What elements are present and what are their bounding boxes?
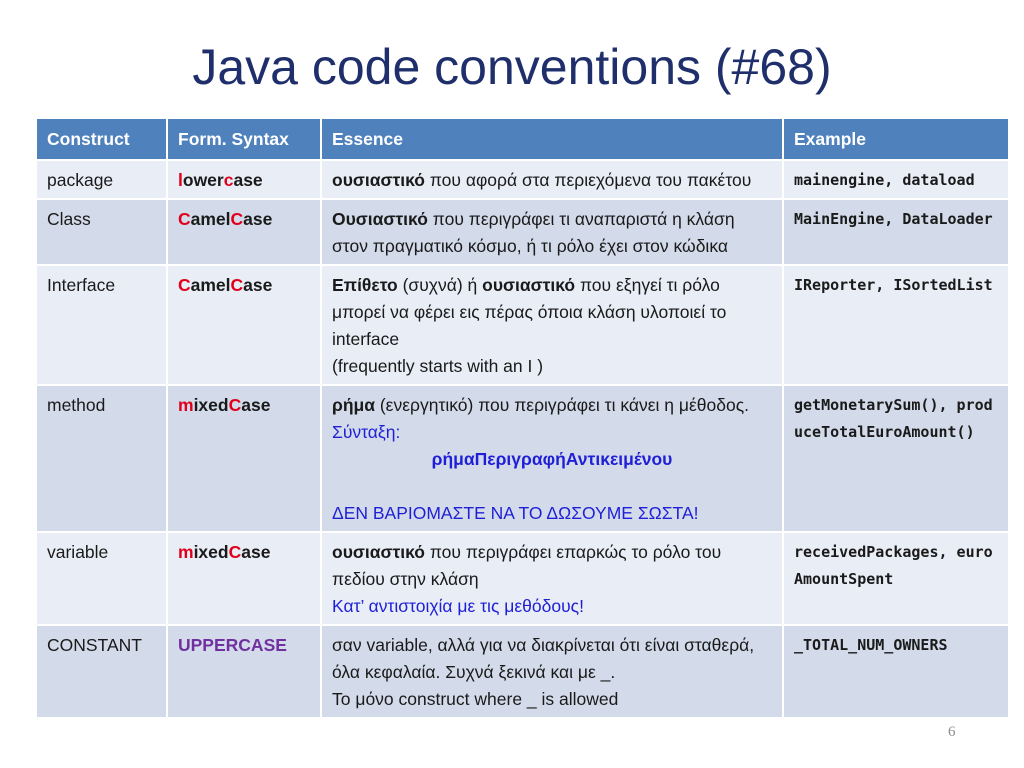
- syntax-segment: ase: [243, 209, 273, 229]
- syntax-segment: C: [228, 542, 242, 562]
- syntax-segment: l: [178, 170, 183, 190]
- table-row: [37, 532, 1009, 625]
- syntax-segment: ase: [243, 275, 273, 295]
- syntax-cell: [167, 199, 321, 265]
- essence-segment: Σύνταξη:: [332, 422, 401, 442]
- header-syntax: Form. Syntax: [167, 119, 321, 160]
- table-row: [37, 265, 1009, 385]
- syntax-segment: ixed: [193, 542, 229, 562]
- essence-segment: ουσιαστικό: [332, 542, 425, 562]
- essence-segment: σαν variable, αλλά για να διακρίνεται ότι είναι σταθερά, όλα κεφαλαία. Συχνά ξεκινά και με _.: [332, 635, 755, 682]
- essence-cell: [321, 625, 783, 718]
- syntax-segment: m: [178, 542, 194, 562]
- syntax-cell: [167, 265, 321, 385]
- syntax-segment: ixed: [193, 395, 229, 415]
- essence-segment: Επίθετο: [332, 275, 398, 295]
- essence-segment: (ενεργητικό) που περιγράφει τι κάνει η μέθοδος.: [374, 395, 749, 415]
- syntax-cell: [167, 625, 321, 718]
- table-body: [37, 160, 1009, 718]
- header-example: Example: [783, 119, 1009, 160]
- construct-cell: package: [37, 160, 167, 199]
- essence-cell: [321, 199, 783, 265]
- example-cell: getMonetarySum(), produceTotalEuroAmount(): [783, 385, 1009, 532]
- construct-cell: Interface: [37, 265, 167, 385]
- essence-segment: που εξηγεί τι ρόλο μπορεί να φέρει εις πέρας όποια κλάση υλοποιεί το interface: [332, 275, 727, 349]
- page-number: 6: [948, 724, 956, 740]
- syntax-segment: ase: [233, 170, 263, 190]
- example-cell: IReporter, ISortedList: [783, 265, 1009, 385]
- essence-segment: ουσιαστικό: [332, 170, 425, 190]
- syntax-segment: amel: [190, 275, 231, 295]
- header-construct: Construct: [37, 119, 167, 160]
- syntax-segment: ase: [241, 395, 271, 415]
- syntax-segment: C: [228, 395, 242, 415]
- conventions-table: [37, 119, 1010, 719]
- header-essence: Essence: [321, 119, 783, 160]
- syntax-segment: m: [178, 395, 194, 415]
- essence-segment: που αφορά στα περιεχόμενα του πακέτου: [424, 170, 752, 190]
- essence-segment: (frequently starts with an I ): [332, 356, 544, 376]
- syntax-cell: [167, 385, 321, 532]
- syntax-cell: [167, 160, 321, 199]
- table-row: [37, 385, 1009, 532]
- syntax-cell: [167, 532, 321, 625]
- syntax-segment: UPPERCASE: [178, 635, 287, 655]
- essence-segment: ΔΕΝ ΒΑΡΙΟΜΑΣΤΕ ΝΑ ΤΟ ΔΩΣΟΥΜΕ ΣΩΣΤΑ!: [332, 503, 699, 523]
- essence-segment: Κατ’ αντιστοιχία με τις μεθόδους!: [332, 596, 584, 616]
- construct-cell: CONSTANT: [37, 625, 167, 718]
- essence-cell: [321, 532, 783, 625]
- table-row: [37, 625, 1009, 718]
- example-cell: MainEngine, DataLoader: [783, 199, 1009, 265]
- example-cell: _TOTAL_NUM_OWNERS: [783, 625, 1009, 718]
- essence-cell: [321, 385, 783, 532]
- table-row: [37, 199, 1009, 265]
- essence-segment: Το μόνο construct where _ is allowed: [332, 689, 619, 709]
- essence-segment: που περιγράφει επαρκώς το ρόλο του πεδίου στην κλάση: [332, 542, 722, 589]
- construct-cell: Class: [37, 199, 167, 265]
- construct-cell: method: [37, 385, 167, 532]
- construct-cell: variable: [37, 532, 167, 625]
- essence-segment: ρήμα: [332, 395, 375, 415]
- example-cell: receivedPackages, euroAmountSpent: [783, 532, 1009, 625]
- syntax-segment: C: [178, 275, 191, 295]
- syntax-segment: ower: [182, 170, 224, 190]
- syntax-segment: c: [223, 170, 234, 190]
- table-header-row: [37, 119, 1009, 160]
- essence-segment: (συχνά) ή: [397, 275, 483, 295]
- syntax-segment: C: [230, 209, 244, 229]
- essence-cell: [321, 265, 783, 385]
- example-cell: mainengine, dataload: [783, 160, 1009, 199]
- essence-cell: [321, 160, 783, 199]
- essence-segment: που περιγράφει τι αναπαριστά η κλάση στον πραγματικό κόσμο, ή τι ρόλο έχει στον κώδικα: [332, 209, 735, 256]
- syntax-segment: ase: [241, 542, 271, 562]
- syntax-segment: C: [230, 275, 244, 295]
- syntax-segment: C: [178, 209, 191, 229]
- syntax-segment: amel: [190, 209, 231, 229]
- essence-segment: ρήμαΠεριγραφήΑντικειμένου: [431, 449, 673, 469]
- slide-title: Java code conventions (#68): [192, 39, 832, 95]
- essence-segment: ουσιαστικό: [482, 275, 576, 295]
- essence-segment: Ουσιαστικό: [332, 209, 428, 229]
- table-row: [37, 160, 1009, 199]
